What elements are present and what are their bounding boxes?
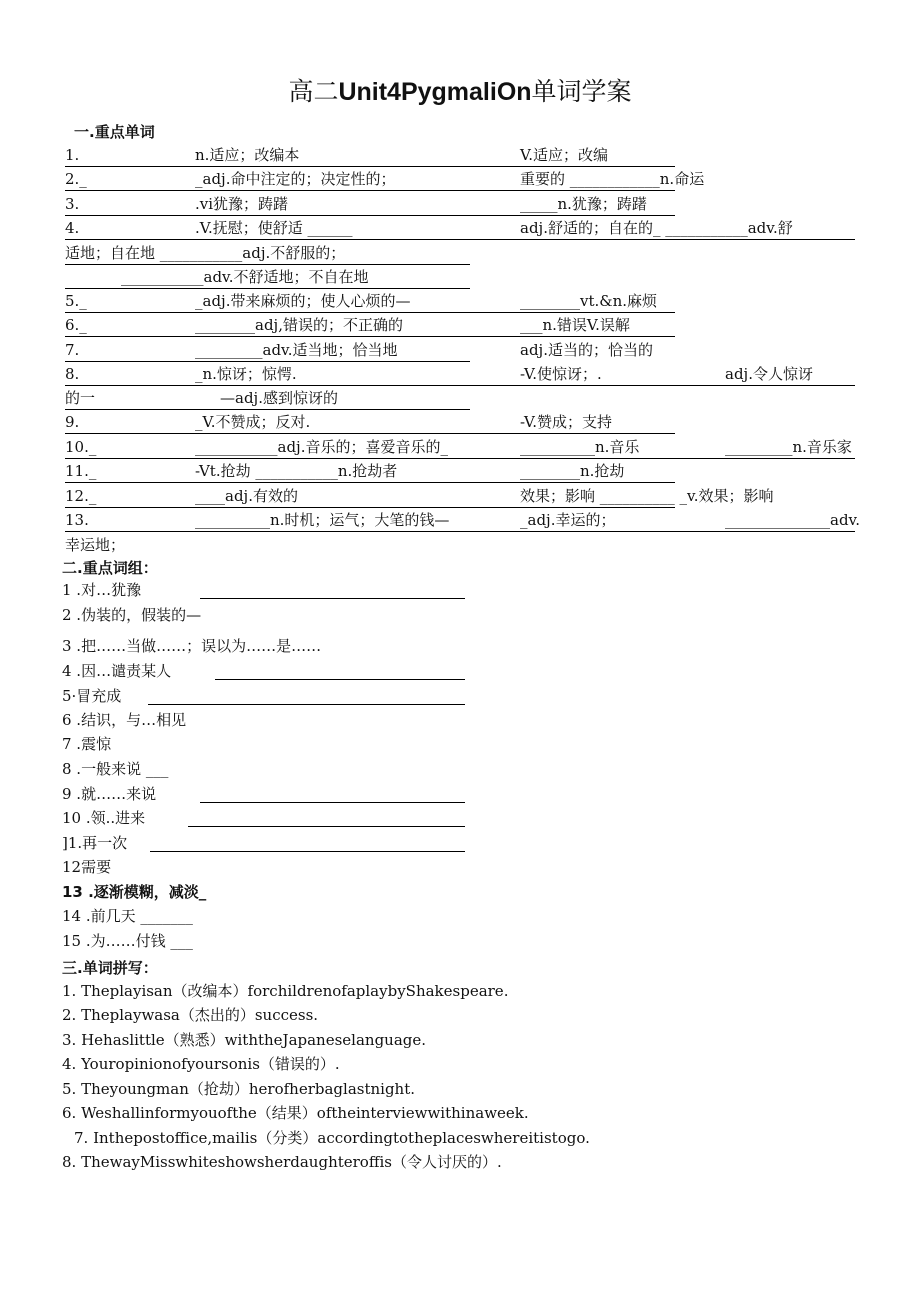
word-row [65,241,855,265]
word-row-text-c: _____n.犹豫；踌躇 [520,195,647,213]
spelling-item: 4. Youropinionofyoursonis（错误的）. [62,1055,340,1073]
word-row [65,313,855,337]
word-row-text-a: 2._ [65,170,87,188]
answer-line[interactable] [65,482,675,483]
word-row-text-a: 5._ [65,292,87,310]
word-row-text-a: 适地；自在地 ___________adj.不舒服的； [65,244,346,262]
answer-line[interactable] [65,336,675,337]
word-row-text-b: _________adv.适当地；恰当地 [195,341,398,359]
word-row-text-b: _adj.带来麻烦的；使人心烦的— [195,292,411,310]
phrase-item: 14 .前几天 _______ [62,907,193,925]
title-unit: Unit4PygmaliOn [338,78,532,106]
page-title [0,72,920,108]
answer-line[interactable] [215,679,465,680]
phrase-item: 13 .逐渐模糊，减淡_ [62,883,207,901]
word-row-text-d: ______________adv. [725,511,861,529]
word-row [65,533,855,557]
word-row [65,459,855,483]
word-row-text-a: 6._ [65,316,87,334]
word-row-text-c: 重要的 ____________n.命运 [520,170,705,188]
spelling-item: 8. ThewayMisswhiteshowsherdaughteroffis（令人讨厌的）. [62,1153,502,1171]
word-row-text-c: __________n.音乐 [520,438,640,456]
word-row-text-a: 13. [65,511,89,529]
word-row [65,410,855,434]
word-row [65,386,855,410]
word-row-text-d: _________n.音乐家 [725,438,852,456]
answer-line[interactable] [65,433,675,434]
phrase-item: 6 .结识，与…相见 [62,711,187,729]
word-row-text-b: _n.惊讶；惊愕. [195,365,297,383]
phrase-item: 5·冒充成 [62,687,122,705]
phrase-item: 1 .对…犹豫 [62,581,142,599]
phrase-item: 12需要 [62,858,112,876]
spelling-item: 2. Theplaywasa（杰出的）success. [62,1006,319,1024]
word-row-text-b: ________adj,错误的；不正确的 [195,316,403,334]
word-row-text-c: adj.舒适的；自在的_ ___________adv.舒 [520,219,793,237]
word-row-text-c: -V.赞成；支持 [520,413,612,431]
spelling-item: 7. Inthepostoffice,mailis（分类）accordingtotheplaceswhereitistogo. [74,1129,590,1147]
title-prefix: 高二 [288,77,339,106]
answer-line[interactable] [200,802,465,803]
phrase-item: 2 .伪装的，假装的— [62,606,202,624]
word-row [65,338,855,362]
word-row-text-d: adj.令人惊讶 [725,365,813,383]
spelling-item: 6. Weshallinformyouofthe（结果）oftheinterviewwithinaweek. [62,1104,529,1122]
word-row-text-a: 幸运地； [65,536,126,554]
spelling-item: 3. Hehaslittle（熟悉）withtheJapaneselanguage. [62,1031,427,1049]
word-row-text-b: -Vt.抢劫 ___________n.抢劫者 [195,462,398,480]
answer-line[interactable] [200,598,465,599]
word-row [65,167,855,191]
phrase-item: 8 .一般来说 ___ [62,760,169,778]
answer-line[interactable] [148,704,465,705]
word-row-text-c: V.适应；改编 [520,146,608,164]
section-heading-key-words: 一.重点单词 [74,123,155,141]
word-row [65,216,855,240]
word-row-text-c: _adj.幸运的； [520,511,616,529]
answer-line[interactable] [188,826,465,827]
word-row-text-b: ___________adj.音乐的；喜爱音乐的_ [195,438,448,456]
word-row-text-b: .vi犹豫；踌躇 [195,195,289,213]
title-suffix: 单词学案 [531,77,632,106]
word-row-text-b: ____adj.有效的 [195,487,298,505]
word-row-text-a: 7. [65,341,80,359]
word-row-text-b: .V.抚慰；使舒适 ______ [195,219,353,237]
phrase-item: 15 .为……付钱 ___ [62,932,193,950]
word-row-text-a: 11._ [65,462,97,480]
word-row-text-c: 效果；影响 __________ _v.效果；影响 [520,487,774,505]
word-row-text-c: ________n.抢劫 [520,462,625,480]
word-row [65,265,855,289]
word-row-text-a: 9. [65,413,80,431]
word-row-text-b: —adj.感到惊讶的 [220,389,338,407]
word-row-text-a: 12._ [65,487,97,505]
word-row-text-b: __________n.时机；运气；大笔的钱— [195,511,450,529]
word-row-text-a: 1. [65,146,80,164]
word-row [65,435,855,459]
section-heading-spelling: 三.单词拼写： [62,959,158,977]
word-row-text-a: 3. [65,195,80,213]
phrase-item: 10 .领..进来 [62,809,146,827]
phrase-item: 9 .就……来说 [62,785,157,803]
word-row-text-c: -V.使惊讶；. [520,365,602,383]
spelling-item: 1. Theplayisan（改编本）forchildrenofaplaybyShakespeare. [62,982,509,1000]
phrase-item: ]1.再一次 [62,834,128,852]
answer-line[interactable] [65,190,675,191]
word-row-text-a: ___________adv.不舒适地；不自在地 [121,268,369,286]
answer-line[interactable] [150,851,465,852]
phrase-item: 4 .因…谴责某人 [62,662,172,680]
phrase-item: 3 .把……当做……；误以为……是…… [62,637,322,655]
answer-line[interactable] [65,531,855,532]
word-row-text-a: 的一 [65,389,96,407]
word-row [65,192,855,216]
spelling-item: 5. Theyoungman（抢劫）herofherbaglastnight. [62,1080,416,1098]
word-row-text-a: 10._ [65,438,97,456]
word-row-text-a: 4. [65,219,80,237]
word-row-text-b: n.适应；改编本 [195,146,300,164]
answer-line[interactable] [65,239,855,240]
phrase-item: 7 .震惊 [62,735,112,753]
word-row-text-a: 8. [65,365,80,383]
word-row [65,289,855,313]
word-row [65,362,855,386]
word-row-text-b: _adj.命中注定的；决定性的； [195,170,396,188]
word-row-text-b: _V.不赞成；反对. [195,413,311,431]
word-row [65,508,861,532]
section-heading-key-phrases: 二.重点词组： [62,559,158,577]
word-row-text-c: ___n.错误V.误解 [520,316,630,334]
word-row [65,143,855,167]
word-row-text-c: adj.适当的；恰当的 [520,341,653,359]
word-row [65,484,855,508]
word-row-text-c: ________vt.&n.麻烦 [520,292,658,310]
